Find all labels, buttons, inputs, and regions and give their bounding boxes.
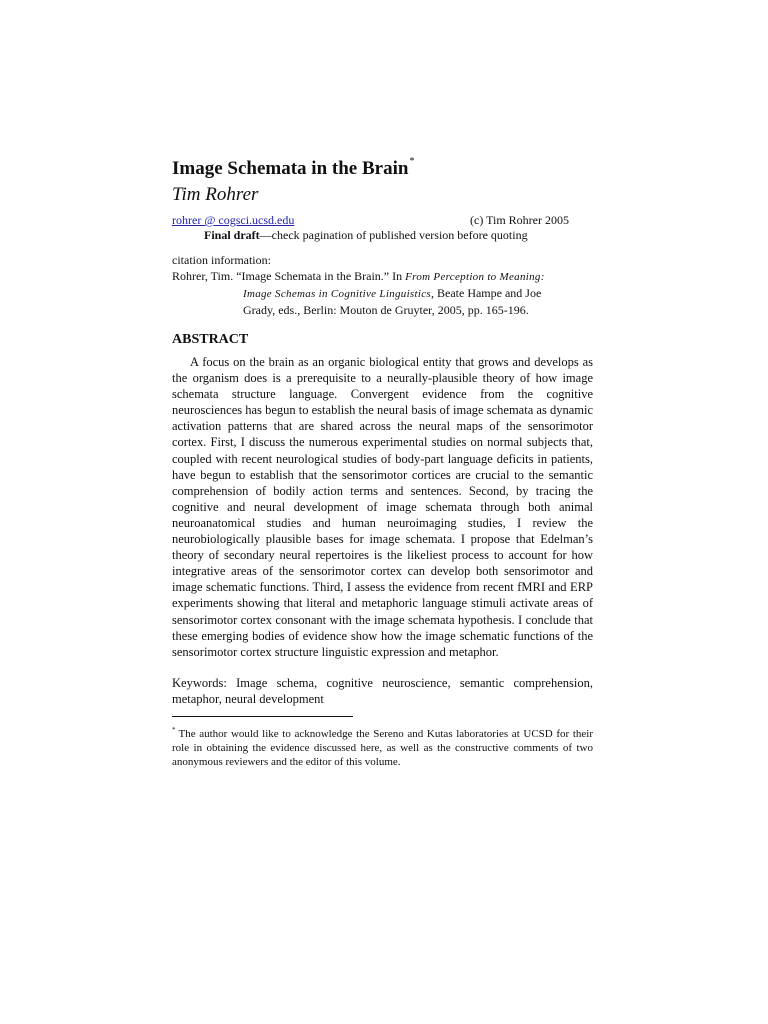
citation-line-3: Grady, eds., Berlin: Mouton de Gruyter, 2005, pp. 165-196. [243,303,529,317]
citation-label: citation information: [172,253,271,267]
title-footnote-mark: * [409,156,415,167]
footnote-text: The author would like to acknowledge the Sereno and Kutas laboratories at UCSD for their role in obtaining the evidence discussed here, as well as the constructive comments of two anonymous reviewers and the editor of this volume. [172,727,593,768]
copyright-notice: (c) Tim Rohrer 2005 [470,213,569,227]
paper-content [172,150,593,769]
keywords: Keywords: Image schema, cognitive neuroscience, semantic comprehension, metaphor, neural development [172,675,593,706]
author-name: Tim Rohrer [172,184,259,205]
footnote-divider [172,716,353,717]
footnote [172,723,593,769]
citation-book-subtitle: Image Schemas in Cognitive Linguistics [243,288,431,300]
citation [172,268,593,318]
abstract-text: A focus on the brain as an organic biological entity that grows and develops as the organism does is a prerequisite to a neurally-plausible theory of how image schemata structure language. Convergent evidence from the cognitive neurosciences has begun to establish the neural basis of image schemata as dynamic activation patterns that are shared across the neural maps of the sensorimotor cortex. First, I discuss the numerous experimental studies on normal subjects that, coupled with recent neurological studies of body-part language deficits in patients, have begun to establish that the sensorimotor cortices are crucial to the semantic comprehension of bodily action terms and sentences. Second, by tracing the cognitive and neural development of image schemata through both animal neuroanatomical studies and human neuroimaging studies, I review the neurobiologically plausible bases for image schemata. I propose that Edelman’s theory of secondary neural repertoires is the likeliest process to account for how integrative areas of the sensorimotor cortex can develop both sensorimotor and image schematic functions. Third, I assess the evidence from recent fMRI and ERP experiments showing that literal and metaphoric language stimuli activate areas of sensorimotor cortex consonant with the image schemata hypothesis. I conclude that these emerging bodies of evidence show how the image schematic functions of the sensorimotor cortex structure linguistic expression and metaphor. [172,355,593,659]
footnote-mark: * [172,725,176,734]
abstract-heading: ABSTRACT [172,332,249,347]
draft-label: Final draft [204,228,260,242]
citation-book-title: From Perception to Meaning: [405,271,545,283]
draft-notice [172,228,593,243]
citation-line-1: Rohrer, Tim. “Image Schemata in the Brain.” In From Perception to Meaning: [172,269,545,283]
draft-text: —check pagination of published version before quoting [259,228,528,242]
citation-line-2: Image Schemas in Cognitive Linguistics, Beate Hampe and Joe [243,286,542,300]
email-link[interactable]: rohrer @ cogsci.ucsd.edu [172,213,295,227]
contact-row [172,213,593,228]
paper-title: Image Schemata in the Brain* [172,156,415,179]
